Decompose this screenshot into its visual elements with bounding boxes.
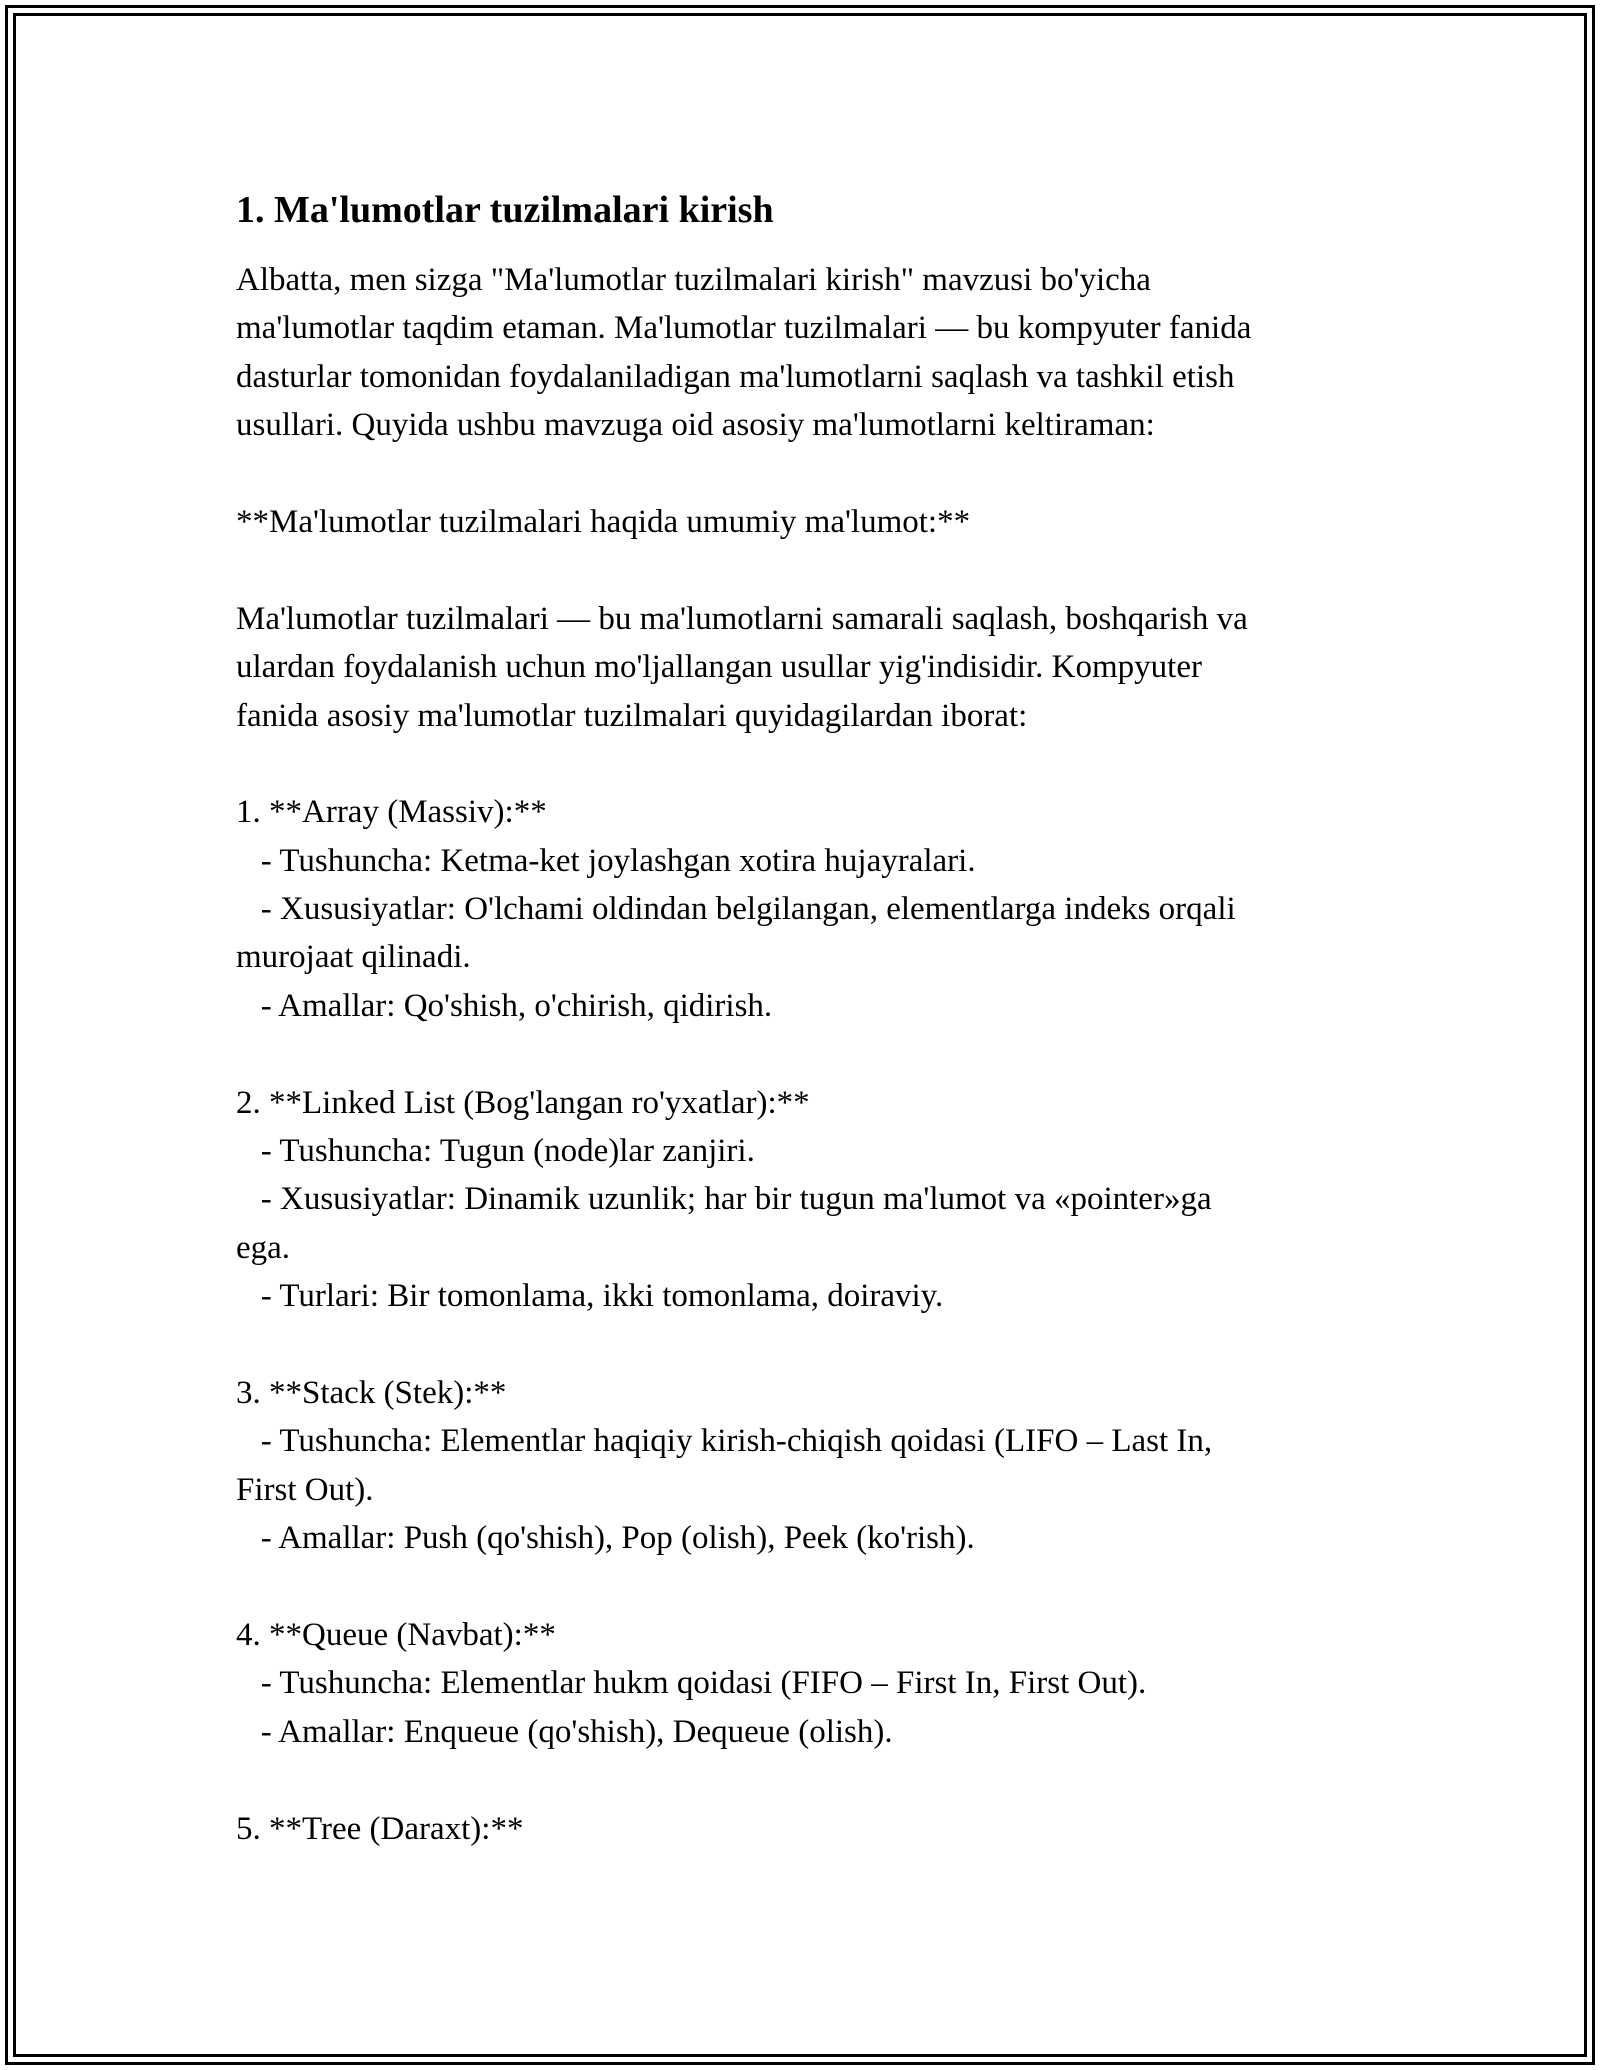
text-line: - Xususiyatlar: O'lchami oldindan belgilangan, elementlarga indeks orqali xyxy=(236,891,1236,928)
text-line: 1. **Array (Massiv):** xyxy=(236,794,547,831)
text-line: - Tushuncha: Tugun (node)lar zanjiri. xyxy=(236,1133,755,1170)
document-body xyxy=(236,186,1376,1853)
blank-line xyxy=(236,1563,1376,1611)
text-line: 5. **Tree (Daraxt):** xyxy=(236,1810,524,1847)
blank-line xyxy=(236,450,1376,498)
text-line: ega. xyxy=(236,1229,291,1266)
blank-line xyxy=(236,1756,1376,1804)
document-heading: 1. Ma'lumotlar tuzilmalari kirish xyxy=(236,189,774,231)
text-line: - Tushuncha: Elementlar haqiqiy kirish-chiqish qoidasi (LIFO – Last In, xyxy=(236,1423,1213,1460)
text-line: usullari. Quyida ushbu mavzuga oid asosiy ma'lumotlarni keltiraman: xyxy=(236,407,1155,444)
text-line: 4. **Queue (Navbat):** xyxy=(236,1616,556,1653)
text-line: - Tushuncha: Ketma-ket joylashgan xotira hujayralari. xyxy=(236,842,976,879)
text-line: fanida asosiy ma'lumotlar tuzilmalari quyidagilardan iborat: xyxy=(236,697,1028,734)
text-line: Albatta, men sizga "Ma'lumotlar tuzilmalari kirish" mavzusi bo'yicha xyxy=(236,262,1151,298)
blank-line xyxy=(236,546,1376,594)
text-line: - Turlari: Bir tomonlama, ikki tomonlama, doiraviy. xyxy=(236,1278,944,1315)
blank-line xyxy=(236,740,1376,788)
text-line: 2. **Linked List (Bog'langan ro'yxatlar):** xyxy=(236,1084,810,1121)
text-line: - Tushuncha: Elementlar hukm qoidasi (FIFO – First In, First Out). xyxy=(236,1665,1147,1702)
blank-line xyxy=(236,1030,1376,1078)
text-line: Ma'lumotlar tuzilmalari — bu ma'lumotlarni samarali saqlash, boshqarish va xyxy=(236,600,1248,637)
text-line: 3. **Stack (Stek):** xyxy=(236,1374,507,1411)
text-line: murojaat qilinadi. xyxy=(236,939,471,976)
text-line: First Out). xyxy=(236,1471,374,1508)
blank-line xyxy=(236,1321,1376,1369)
document-text xyxy=(236,256,1376,1853)
text-line: - Amallar: Enqueue (qo'shish), Dequeue (olish). xyxy=(236,1713,893,1750)
text-line: - Xususiyatlar: Dinamik uzunlik; har bir tugun ma'lumot va «pointer»ga xyxy=(236,1181,1212,1218)
text-line: **Ma'lumotlar tuzilmalari haqida umumiy ma'lumot:** xyxy=(236,503,971,540)
text-line: dasturlar tomonidan foydalaniladigan ma'lumotlarni saqlash va tashkil etish xyxy=(236,358,1235,395)
text-line: ulardan foydalanish uchun mo'ljallangan usullar yig'indisidir. Kompyuter xyxy=(236,649,1202,686)
text-line: - Amallar: Push (qo'shish), Pop (olish), Peek (ko'rish). xyxy=(236,1520,975,1557)
text-line: - Amallar: Qo'shish, o'chirish, qidirish. xyxy=(236,987,773,1024)
text-line: ma'lumotlar taqdim etaman. Ma'lumotlar tuzilmalari — bu kompyuter fanida xyxy=(236,310,1252,347)
